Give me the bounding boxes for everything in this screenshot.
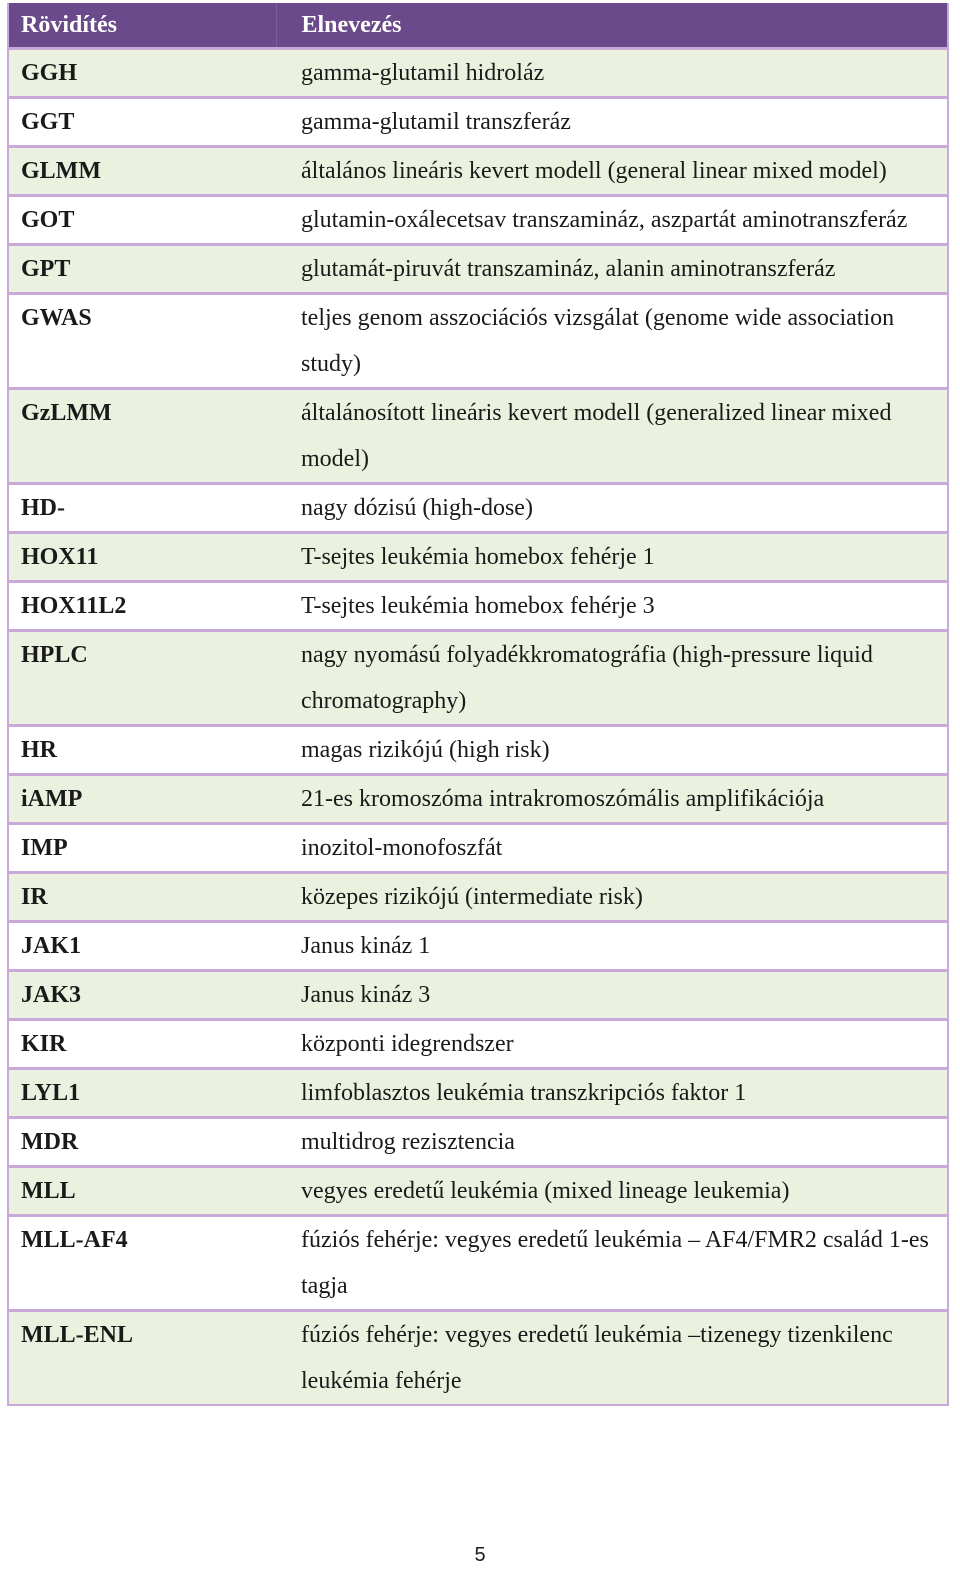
- description-cell: fúziós fehérje: vegyes eredetű leukémia –tizenegy tizenkilenc leukémia fehérje: [276, 1311, 948, 1406]
- abbreviation-cell: IR: [8, 873, 276, 922]
- description-cell: nagy nyomású folyadékkromatográfia (high-pressure liquid chromatography): [276, 631, 948, 726]
- abbreviation-cell: HR: [8, 726, 276, 775]
- table-row: [8, 873, 948, 922]
- abbreviation-cell: GWAS: [8, 294, 276, 389]
- header-abbreviation: Rövidítés: [8, 3, 276, 49]
- description-cell: 21-es kromoszóma intrakromoszómális amplifikációja: [276, 775, 948, 824]
- table-row: [8, 824, 948, 873]
- table-row: [8, 922, 948, 971]
- description-cell: limfoblasztos leukémia transzkripciós faktor 1: [276, 1069, 948, 1118]
- description-cell: Janus kináz 1: [276, 922, 948, 971]
- table-row: [8, 484, 948, 533]
- table-row: [8, 98, 948, 147]
- description-cell: T-sejtes leukémia homebox fehérje 3: [276, 582, 948, 631]
- table-row: [8, 582, 948, 631]
- table-row: [8, 1216, 948, 1311]
- page-number: 5: [474, 1544, 486, 1566]
- abbreviation-cell: GPT: [8, 245, 276, 294]
- table-row: [8, 196, 948, 245]
- abbreviation-cell: MLL: [8, 1167, 276, 1216]
- description-cell: vegyes eredetű leukémia (mixed lineage leukemia): [276, 1167, 948, 1216]
- table-row: [8, 294, 948, 389]
- table-row: [8, 775, 948, 824]
- description-cell: T-sejtes leukémia homebox fehérje 1: [276, 533, 948, 582]
- description-cell: glutamin-oxálecetsav transzamináz, aszpartát aminotranszferáz: [276, 196, 948, 245]
- abbreviation-cell: IMP: [8, 824, 276, 873]
- description-cell: fúziós fehérje: vegyes eredetű leukémia – AF4/FMR2 család 1-es tagja: [276, 1216, 948, 1311]
- description-cell: általánosított lineáris kevert modell (generalized linear mixed model): [276, 389, 948, 484]
- abbreviation-cell: LYL1: [8, 1069, 276, 1118]
- abbreviation-table: [7, 3, 949, 1406]
- table-row: [8, 147, 948, 196]
- table-row: [8, 1118, 948, 1167]
- abbreviation-cell: HOX11: [8, 533, 276, 582]
- abbreviation-cell: GOT: [8, 196, 276, 245]
- table-row: [8, 631, 948, 726]
- abbreviation-cell: iAMP: [8, 775, 276, 824]
- description-cell: teljes genom asszociációs vizsgálat (genome wide association study): [276, 294, 948, 389]
- table-row: [8, 1069, 948, 1118]
- table-row: [8, 245, 948, 294]
- table-row: [8, 726, 948, 775]
- description-cell: multidrog rezisztencia: [276, 1118, 948, 1167]
- abbreviation-cell: MLL-ENL: [8, 1311, 276, 1406]
- table-row: [8, 1020, 948, 1069]
- abbreviation-cell: GLMM: [8, 147, 276, 196]
- abbreviation-cell: GGT: [8, 98, 276, 147]
- header-name: Elnevezés: [276, 3, 948, 49]
- table-row: [8, 389, 948, 484]
- description-cell: glutamát-piruvát transzamináz, alanin aminotranszferáz: [276, 245, 948, 294]
- description-cell: gamma-glutamil hidroláz: [276, 49, 948, 98]
- description-cell: általános lineáris kevert modell (general linear mixed model): [276, 147, 948, 196]
- abbreviation-cell: JAK3: [8, 971, 276, 1020]
- abbreviation-cell: JAK1: [8, 922, 276, 971]
- header-row: [8, 3, 948, 49]
- abbreviation-cell: HD-: [8, 484, 276, 533]
- description-cell: Janus kináz 3: [276, 971, 948, 1020]
- abbreviation-cell: HPLC: [8, 631, 276, 726]
- description-cell: gamma-glutamil transzferáz: [276, 98, 948, 147]
- table-header: [8, 3, 948, 49]
- abbreviation-cell: MLL-AF4: [8, 1216, 276, 1311]
- description-cell: központi idegrendszer: [276, 1020, 948, 1069]
- table-body: [8, 49, 948, 1406]
- table-row: [8, 533, 948, 582]
- table-row: [8, 1311, 948, 1406]
- table-row: [8, 971, 948, 1020]
- abbreviation-cell: MDR: [8, 1118, 276, 1167]
- abbreviation-cell: HOX11L2: [8, 582, 276, 631]
- description-cell: inozitol-monofoszfát: [276, 824, 948, 873]
- table-row: [8, 49, 948, 98]
- abbreviation-cell: GzLMM: [8, 389, 276, 484]
- description-cell: közepes rizikójú (intermediate risk): [276, 873, 948, 922]
- description-cell: magas rizikójú (high risk): [276, 726, 948, 775]
- abbreviation-cell: GGH: [8, 49, 276, 98]
- table-row: [8, 1167, 948, 1216]
- abbreviation-cell: KIR: [8, 1020, 276, 1069]
- description-cell: nagy dózisú (high-dose): [276, 484, 948, 533]
